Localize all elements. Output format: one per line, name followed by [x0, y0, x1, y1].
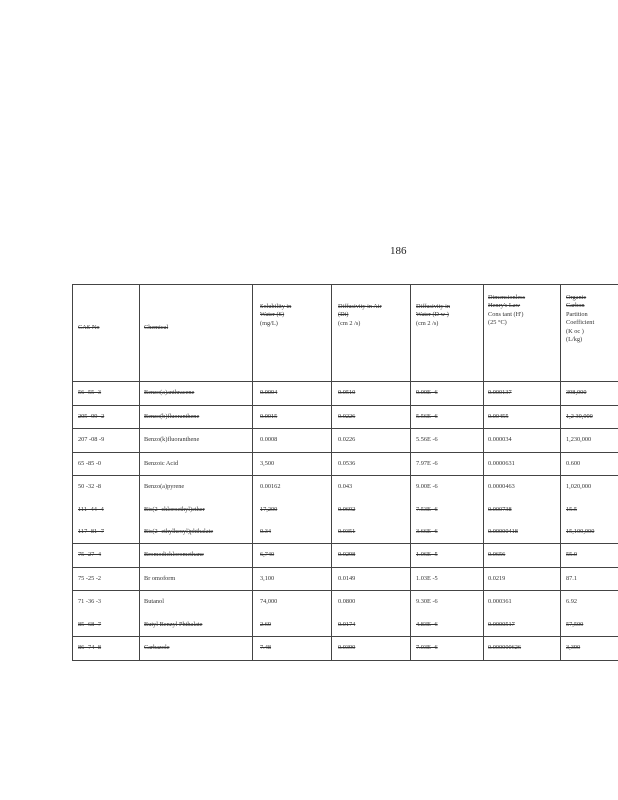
- cell-cas: 65 -85 -0: [78, 459, 102, 467]
- cell-koc: 0.600: [566, 459, 581, 467]
- cell-henry: 0.000738: [488, 505, 512, 513]
- table-row-group: [72, 476, 618, 544]
- cell-chemical: Benzo(a)anthracene: [144, 389, 195, 396]
- cell-henry: 0.000034: [488, 436, 512, 443]
- cell-diffusivity-water: 9.00E -6: [416, 483, 438, 490]
- cell-henry: 0.0219: [488, 574, 506, 582]
- cell-diffusivity-air: 0.0226: [338, 436, 356, 443]
- cell-henry: 0.00000418: [488, 528, 518, 535]
- cell-henry: 0.0656: [488, 551, 506, 558]
- header-koc-line: Coefficient: [566, 319, 595, 327]
- cell-chemical: Benzo(b)fluoranthene: [144, 412, 200, 420]
- cell-diffusivity-water: 1.03E -5: [416, 574, 438, 582]
- cell-diffusivity-water: 7.53E -6: [416, 505, 438, 513]
- cell-cas: 205 -99 -2: [78, 412, 105, 420]
- cell-solubility: 0.0015: [260, 412, 278, 420]
- cell-diffusivity-water: 7.03E -6: [416, 644, 438, 651]
- cell-henry: 0.00455: [488, 412, 509, 420]
- cell-diffusivity-air: 0.0390: [338, 644, 356, 651]
- cell-chemical: Bromodichloromethane: [144, 551, 204, 558]
- header-koc-line: (L/kg): [566, 336, 583, 343]
- cell-diffusivity-air: 0.0351: [338, 528, 356, 535]
- cell-koc: 398,000: [566, 389, 587, 396]
- cell-cas: 117 -81 -7: [78, 528, 104, 535]
- cell-solubility: 0.34: [260, 528, 272, 535]
- cell-solubility: 0.0094: [260, 389, 278, 396]
- cell-chemical: Benzo(k)fluoranthene: [144, 436, 200, 443]
- cell-solubility: 0.0008: [260, 436, 278, 443]
- cell-chemical: Carbazole: [144, 644, 170, 651]
- cell-cas: 86 -74 -8: [78, 644, 102, 651]
- cell-cas: 85 -68 -7: [78, 620, 102, 628]
- cell-diffusivity-water: 7.97E -6: [416, 459, 438, 467]
- table-row-group: [72, 406, 618, 430]
- cell-koc: 1,2 30,000: [566, 412, 593, 420]
- cell-koc: 55.0: [566, 551, 578, 558]
- cell-solubility: 3,500: [260, 459, 275, 467]
- header-row: [72, 284, 618, 382]
- cell-cas: 111 -44 -4: [78, 505, 104, 513]
- cell-koc: 1,230,000: [566, 436, 592, 443]
- cell-diffusivity-air: 0.0149: [338, 574, 356, 582]
- cell-henry: 0.0000517: [488, 620, 515, 628]
- header-henry-line: Henry's Law: [488, 302, 521, 310]
- table-row-group: [72, 544, 618, 568]
- cell-diffusivity-air: 0.0174: [338, 620, 356, 628]
- cell-diffusivity-water: 1.06E -5: [416, 551, 438, 558]
- cell-chemical: Butyl Benzyl Phthalate: [144, 620, 203, 628]
- cell-diffusivity-air: 0.0226: [338, 412, 356, 420]
- cell-diffusivity-air: 0.0800: [338, 598, 356, 605]
- header-diffusivity_water-line: Water (D w ): [416, 311, 449, 319]
- cell-henry: 0.000361: [488, 598, 512, 605]
- table-row-group: [72, 637, 618, 661]
- cell-solubility: 0.00162: [260, 483, 281, 490]
- header-diffusivity_air-line: (cm 2 /s): [338, 319, 361, 327]
- header-solubility-line: Water (S): [260, 311, 285, 319]
- cell-henry: 0.0000463: [488, 483, 515, 490]
- cell-koc: 1,020,000: [566, 483, 592, 490]
- cell-diffusivity-air: 0.043: [338, 483, 353, 490]
- table-row-group: [72, 382, 618, 406]
- header-henry-line: (25 °C): [488, 319, 507, 327]
- header-solubility-line: (mg/L): [260, 319, 278, 327]
- cell-solubility: 7.48: [260, 644, 272, 651]
- cell-diffusivity-air: 0.0298: [338, 551, 356, 558]
- cell-diffusivity-water: 9.30E -6: [416, 598, 438, 605]
- page-number: 186: [390, 245, 407, 257]
- cell-diffusivity-water: 5.56E -6: [416, 412, 438, 420]
- table-row-group: [72, 591, 618, 637]
- table-row-group: [72, 429, 618, 453]
- cell-solubility: 17,200: [260, 505, 278, 513]
- header-diffusivity_water-line: (cm 2 /s): [416, 319, 439, 327]
- cell-chemical: Butanol: [144, 598, 164, 605]
- cell-cas: 75 -25 -2: [78, 574, 102, 582]
- cell-diffusivity-water: 9.00E -6: [416, 389, 438, 396]
- cell-chemical: Bis(2 -ethylhexyl)phthalate: [144, 528, 214, 535]
- cell-diffusivity-air: 0.0510: [338, 389, 356, 396]
- header-solubility-line: Solubility in: [260, 303, 292, 310]
- cell-diffusivity-water: 3.66E -6: [416, 528, 438, 535]
- cell-chemical: Br omoform: [144, 574, 176, 582]
- header-diffusivity_water-line: Diffusivity in: [416, 303, 450, 310]
- cell-chemical: Benzoic Acid: [144, 459, 179, 467]
- cell-koc: 3,390: [566, 644, 581, 651]
- cell-koc: 87.1: [566, 574, 578, 582]
- header-cas: CAS No: [78, 324, 100, 331]
- cell-henry: 0.0000631: [488, 459, 515, 467]
- cell-diffusivity-water: 5.56E -6: [416, 436, 438, 443]
- cell-koc: 15.5: [566, 505, 578, 513]
- header-koc-line: Carbon: [566, 302, 585, 310]
- header-diffusivity_air-line: Diffusivity in Air: [338, 303, 382, 310]
- header-koc-line: Organic: [566, 294, 587, 301]
- cell-cas: 56 -55 -3: [78, 389, 102, 396]
- header-koc-line: Partition: [566, 310, 588, 318]
- cell-koc: 57,500: [566, 620, 584, 628]
- cell-cas: 50 -32 -8: [78, 483, 102, 490]
- header-henry-line: Cons tant (H'): [488, 310, 524, 318]
- cell-cas: 75 -27 -4: [78, 551, 102, 558]
- cell-diffusivity-air: 0.0536: [338, 459, 356, 467]
- cell-cas: 71 -36 -3: [78, 598, 102, 605]
- header-chemical: Chemical: [144, 324, 169, 331]
- table-row-group: [72, 568, 618, 592]
- header-henry-line: Dimensionless: [488, 294, 526, 301]
- cell-solubility: 3,100: [260, 574, 275, 582]
- cell-henry: 0.000000626: [488, 644, 522, 651]
- cell-koc: 15,100,000: [566, 528, 595, 535]
- table-row-group: [72, 453, 618, 477]
- cell-cas: 207 -08 -9: [78, 436, 105, 443]
- header-koc-line: (K oc ): [566, 327, 584, 335]
- cell-koc: 6.92: [566, 598, 578, 605]
- cell-solubility: 2.69: [260, 620, 272, 628]
- cell-diffusivity-water: 4.83E -6: [416, 620, 438, 628]
- header-diffusivity_air-line: (Di): [338, 311, 349, 319]
- cell-solubility: 6,740: [260, 551, 275, 558]
- cell-chemical: Bis(2 -chloroethyl)ether: [144, 505, 205, 513]
- cell-diffusivity-air: 0.0692: [338, 505, 356, 513]
- cell-solubility: 74,000: [260, 598, 278, 605]
- cell-henry: 0.000137: [488, 389, 512, 396]
- cell-chemical: Benzo(a)pyrene: [144, 483, 185, 490]
- data-table: [72, 284, 618, 661]
